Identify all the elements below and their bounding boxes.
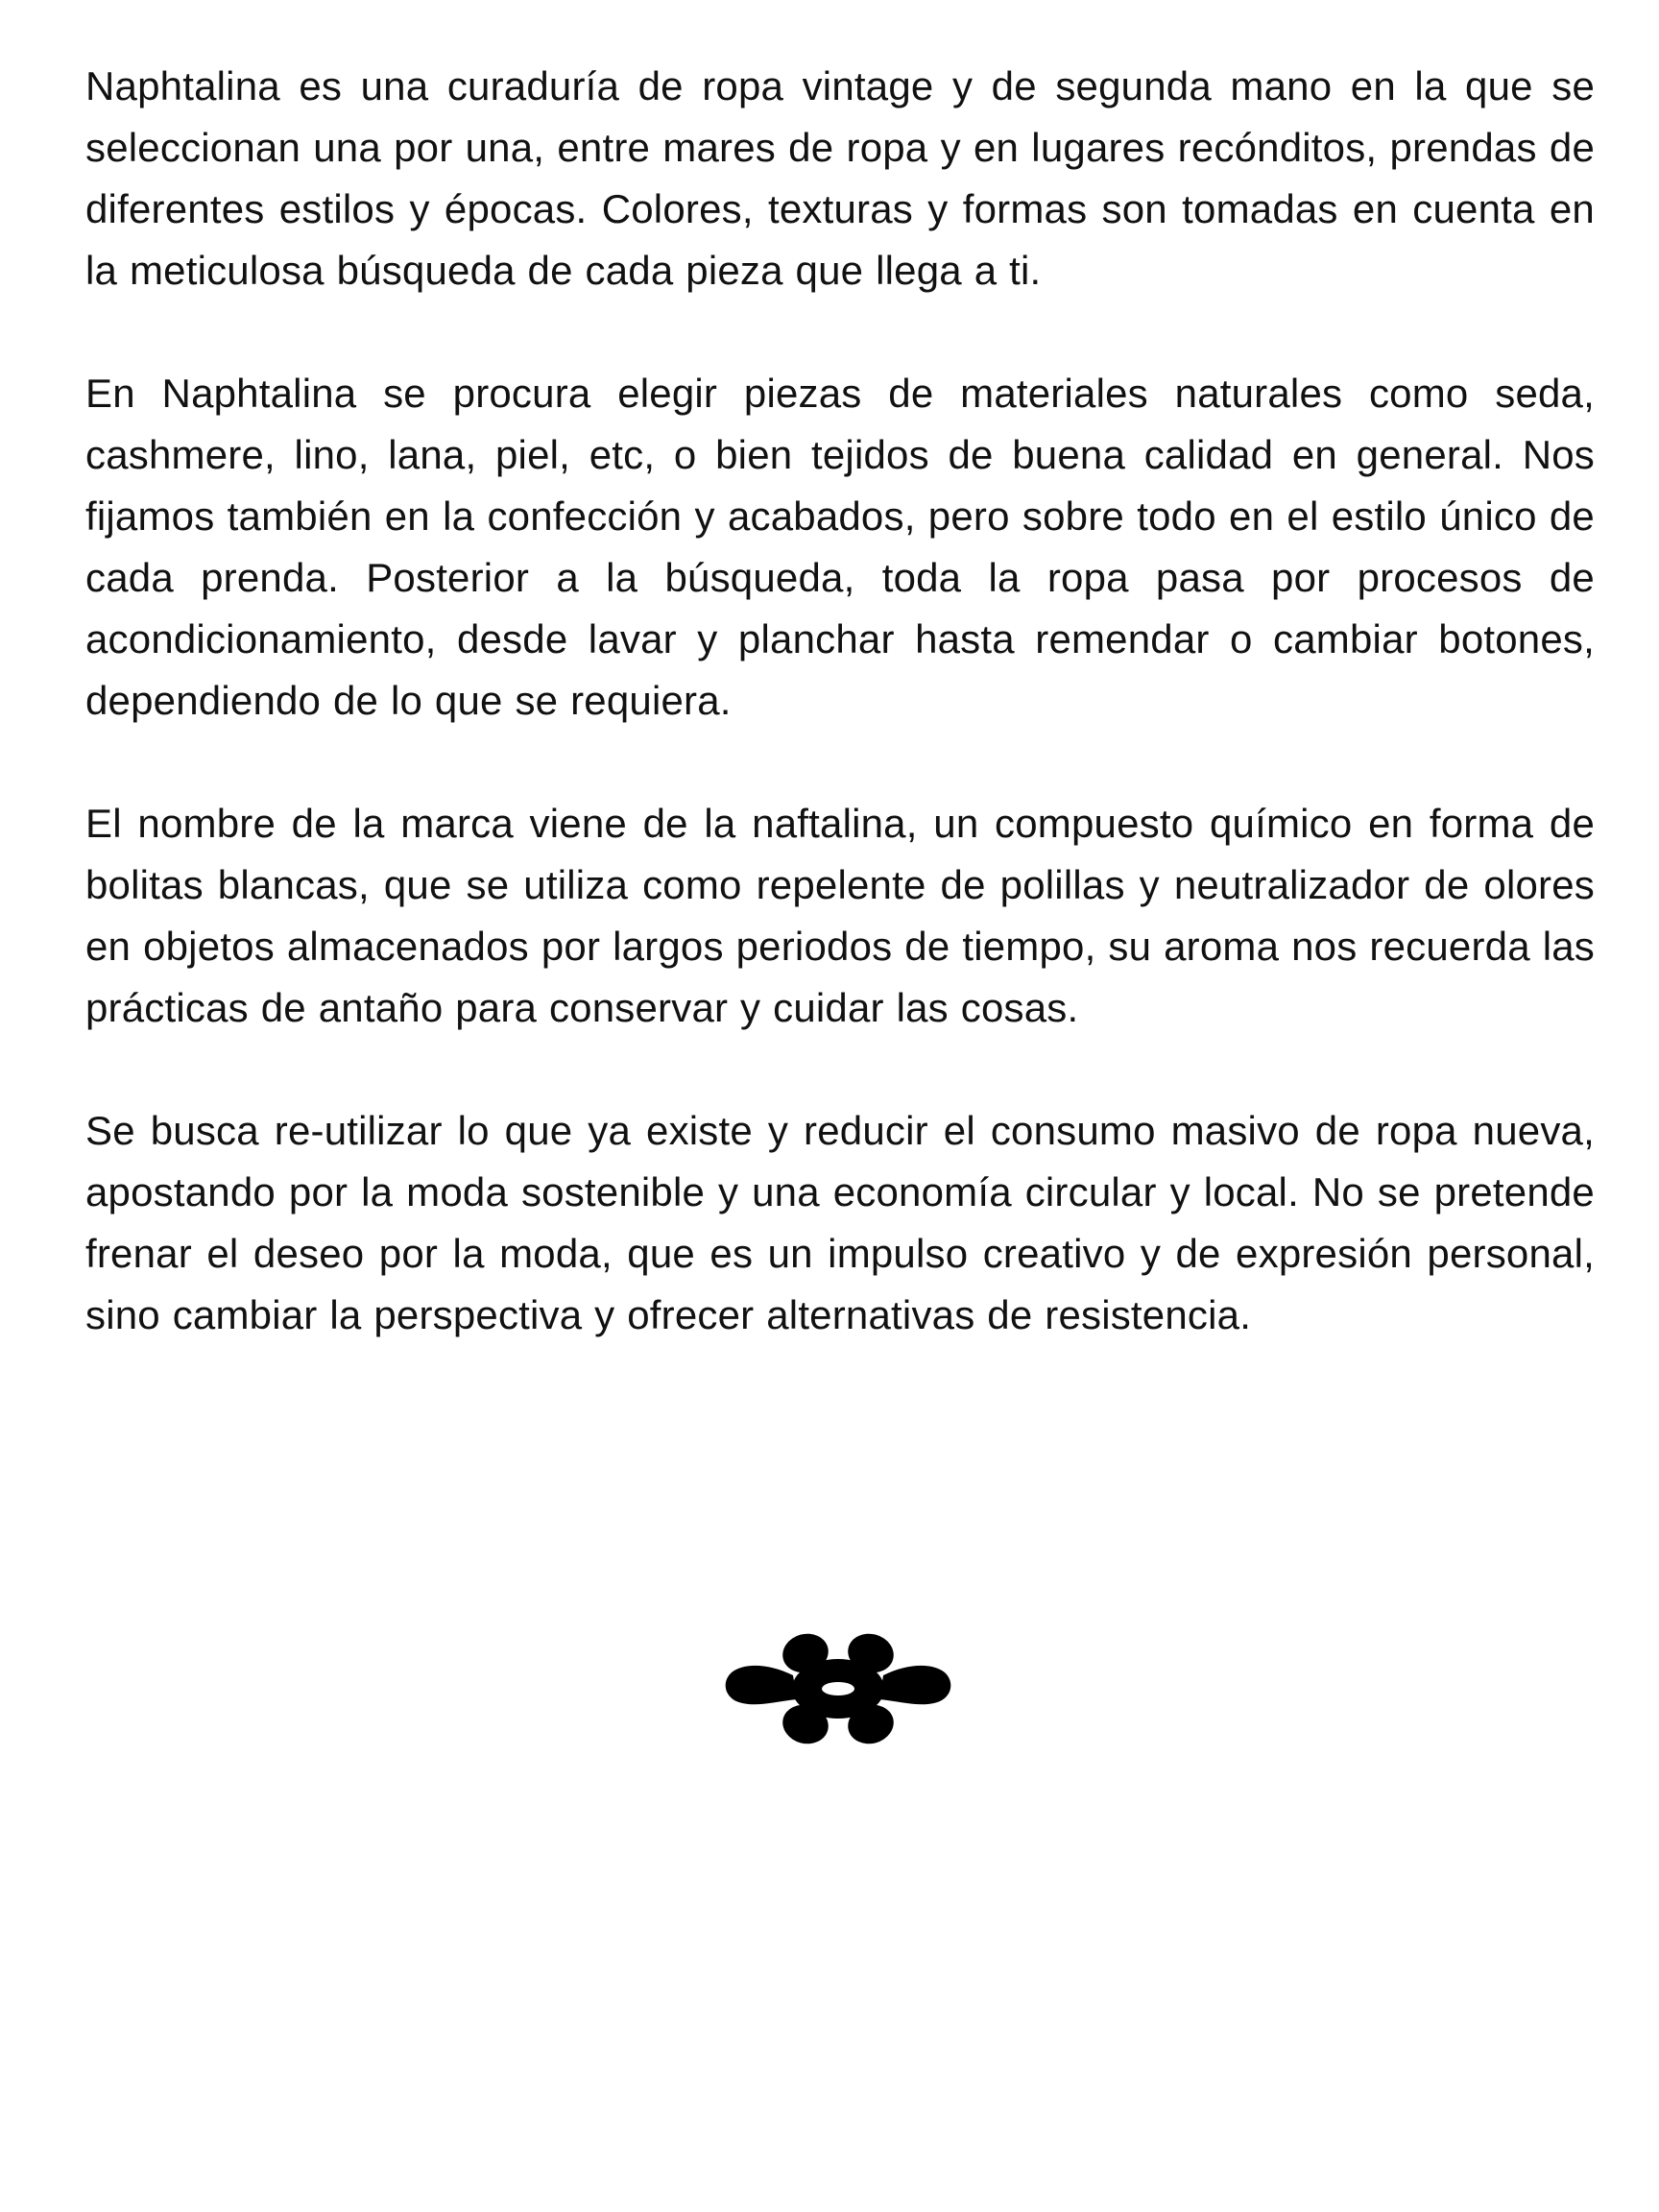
paragraph-intro: Naphtalina es una curaduría de ropa vintage y de segunda mano en la que se seleccionan una por una, entre mares de ropa y en lugares recónditos, prendas de diferentes estilos y épocas. Colores, texturas y formas son tomadas en cuenta en la meticulosa búsqueda de cada pieza que llega a ti. bbox=[85, 63, 1595, 293]
flower-blob-icon bbox=[718, 1632, 958, 1745]
paragraph-brand-name: El nombre de la marca viene de la naftalina, un compuesto químico en forma de bolitas blancas, que se utiliza como repelente de polillas y neutralizador de olores en objetos almacenados por largos periodos de tiempo, su aroma nos recuerda las prácticas de antaño para conservar y cuidar las cosas. bbox=[85, 801, 1595, 1030]
paragraph-sustainability: Se busca re-utilizar lo que ya existe y reducir el consumo masivo de ropa nueva, apostando por la moda sostenible y una economía circular y local. No se pretende frenar el deseo por la moda, que es un impulso creativo y de expresión personal, sino cambiar la perspectiva y ofrecer alternativas de resistencia. bbox=[85, 1108, 1595, 1337]
paragraph-materials: En Naphtalina se procura elegir piezas de materiales naturales como seda, cashmere, lino, lana, piel, etc, o bien tejidos de buena calidad en general. Nos fijamos también en la confección y acabados, pero sobre todo en el estilo único de cada prenda. Posterior a la búsqueda, toda la ropa pasa por procesos de acondicionamiento, desde lavar y planchar hasta remendar o cambiar botones, dependiendo de lo que se requiera. bbox=[85, 371, 1595, 723]
document-body bbox=[85, 56, 1595, 1407]
